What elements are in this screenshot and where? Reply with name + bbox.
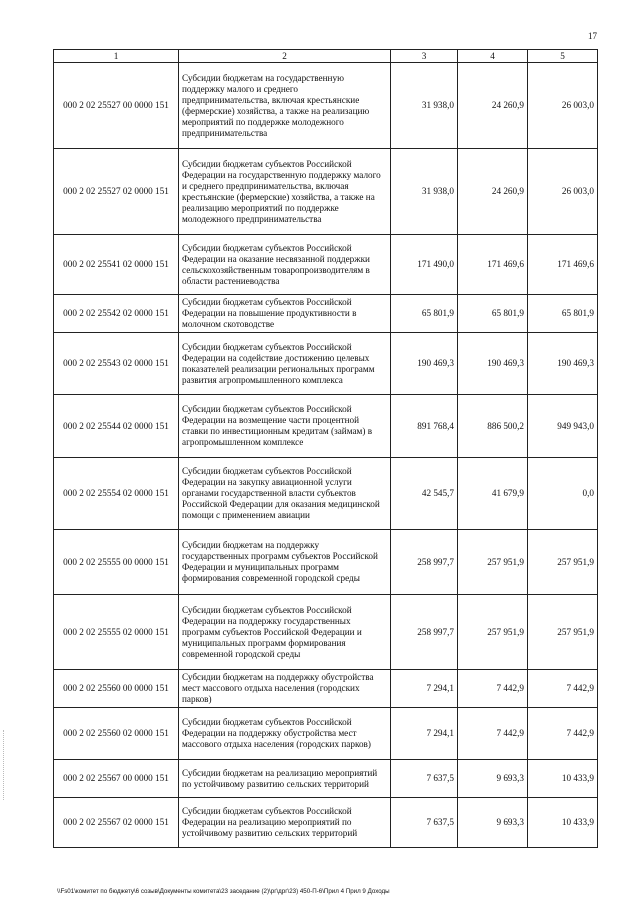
- cell-value: 257 951,9: [458, 530, 528, 595]
- column-header: 3: [391, 50, 458, 63]
- table-row: [54, 798, 598, 848]
- cell-name: Субсидии бюджетам субъектов Российской Федерации на повышение продуктивности в молочном скотоводстве: [179, 295, 391, 333]
- cell-value: 7 442,9: [458, 708, 528, 760]
- cell-code: 000 2 02 25544 02 0000 151: [54, 395, 179, 458]
- cell-name: Субсидии бюджетам субъектов Российской Федерации на оказание несвязанной поддержки сельскохозяйственным товаропроизводителям в области растениеводства: [179, 235, 391, 295]
- cell-name: Субсидии бюджетам на реализацию мероприятий по устойчивому развитию сельских территорий: [179, 760, 391, 798]
- cell-name: Субсидии бюджетам на поддержку обустройства мест массового отдыха населения (городских парков): [179, 670, 391, 708]
- cell-value: 9 693,3: [458, 760, 528, 798]
- cell-name: Субсидии бюджетам на государственную поддержку малого и среднего предпринимательства, включая крестьянские (фермерские) хозяйства, а также на реализацию мероприятий по поддержке молодежного предпринимательства: [179, 63, 391, 149]
- cell-value: 31 938,0: [391, 63, 458, 149]
- cell-name: Субсидии бюджетам субъектов Российской Федерации на закупку авиационной услуги органами государственной власти субъектов Российской Федерации для оказания медицинской помощи с применением авиации: [179, 458, 391, 530]
- cell-code: 000 2 02 25527 02 0000 151: [54, 149, 179, 235]
- cell-value: 7 442,9: [528, 670, 598, 708]
- footer-file-path: \\Fs01\комитет по бюджету\6 созыв\Документы комитета\23 заседание (2)\рг\дрг\23) 450-П-6\Прил 4 Прил 9 Доходы: [57, 888, 390, 895]
- table-row: [54, 333, 598, 395]
- cell-value: 7 637,5: [391, 798, 458, 848]
- cell-value: 7 637,5: [391, 760, 458, 798]
- cell-value: 171 469,6: [458, 235, 528, 295]
- table-header-row: [54, 50, 598, 63]
- cell-name: Субсидии бюджетам субъектов Российской Федерации на поддержку обустройства мест массового отдыха населения (городских парков): [179, 708, 391, 760]
- cell-value: 7 442,9: [528, 708, 598, 760]
- column-header: 2: [179, 50, 391, 63]
- cell-value: 31 938,0: [391, 149, 458, 235]
- cell-code: 000 2 02 25567 00 0000 151: [54, 760, 179, 798]
- table-row: [54, 149, 598, 235]
- cell-value: 7 294,1: [391, 708, 458, 760]
- cell-value: 171 469,6: [528, 235, 598, 295]
- cell-value: 190 469,3: [528, 333, 598, 395]
- cell-value: 7 294,1: [391, 670, 458, 708]
- table-row: [54, 670, 598, 708]
- table-row: [54, 458, 598, 530]
- cell-value: 891 768,4: [391, 395, 458, 458]
- cell-value: 7 442,9: [458, 670, 528, 708]
- page-number: 17: [588, 31, 597, 41]
- column-header: 5: [528, 50, 598, 63]
- cell-code: 000 2 02 25560 02 0000 151: [54, 708, 179, 760]
- cell-name: Субсидии бюджетам субъектов Российской Федерации на возмещение части процентной ставки по инвестиционным кредитам (займам) в агропромышленном комплексе: [179, 395, 391, 458]
- table-row: [54, 395, 598, 458]
- cell-value: 886 500,2: [458, 395, 528, 458]
- cell-value: 10 433,9: [528, 760, 598, 798]
- cell-value: 0,0: [528, 458, 598, 530]
- cell-code: 000 2 02 25543 02 0000 151: [54, 333, 179, 395]
- cell-value: 190 469,3: [391, 333, 458, 395]
- cell-code: 000 2 02 25567 02 0000 151: [54, 798, 179, 848]
- cell-value: 190 469,3: [458, 333, 528, 395]
- cell-value: 257 951,9: [528, 595, 598, 670]
- cell-code: 000 2 02 25554 02 0000 151: [54, 458, 179, 530]
- cell-value: 65 801,9: [528, 295, 598, 333]
- cell-value: 171 490,0: [391, 235, 458, 295]
- table-row: [54, 530, 598, 595]
- table-row: [54, 63, 598, 149]
- cell-value: 949 943,0: [528, 395, 598, 458]
- cell-value: 41 679,9: [458, 458, 528, 530]
- cell-value: 10 433,9: [528, 798, 598, 848]
- cell-code: 000 2 02 25541 02 0000 151: [54, 235, 179, 295]
- margin-dotted-line: [3, 730, 8, 800]
- cell-value: 26 003,0: [528, 149, 598, 235]
- cell-name: Субсидии бюджетам субъектов Российской Федерации на государственную поддержку малого и среднего предпринимательства, включая крестьянские (фермерские) хозяйства, а также на реализацию мероприятий по поддержке молодежного предпринимательства: [179, 149, 391, 235]
- cell-code: 000 2 02 25542 02 0000 151: [54, 295, 179, 333]
- cell-name: Субсидии бюджетам субъектов Российской Федерации на поддержку государственных программ субъектов Российской Федерации и муниципальных программ формирования современной городской среды: [179, 595, 391, 670]
- cell-value: 257 951,9: [528, 530, 598, 595]
- cell-value: 258 997,7: [391, 595, 458, 670]
- cell-value: 24 260,9: [458, 63, 528, 149]
- cell-code: 000 2 02 25527 00 0000 151: [54, 63, 179, 149]
- cell-value: 9 693,3: [458, 798, 528, 848]
- cell-value: 24 260,9: [458, 149, 528, 235]
- cell-code: 000 2 02 25560 00 0000 151: [54, 670, 179, 708]
- table-row: [54, 760, 598, 798]
- cell-value: 42 545,7: [391, 458, 458, 530]
- table-row: [54, 595, 598, 670]
- cell-name: Субсидии бюджетам субъектов Российской Федерации на содействие достижению целевых показателей реализации региональных программ развития агропромышленного комплекса: [179, 333, 391, 395]
- cell-value: 258 997,7: [391, 530, 458, 595]
- cell-name: Субсидии бюджетам субъектов Российской Федерации на реализацию мероприятий по устойчивому развитию сельских территорий: [179, 798, 391, 848]
- column-header: 4: [458, 50, 528, 63]
- table-row: [54, 295, 598, 333]
- cell-value: 65 801,9: [391, 295, 458, 333]
- cell-value: 26 003,0: [528, 63, 598, 149]
- table-row: [54, 708, 598, 760]
- cell-value: 65 801,9: [458, 295, 528, 333]
- cell-value: 257 951,9: [458, 595, 528, 670]
- cell-name: Субсидии бюджетам на поддержку государственных программ субъектов Российской Федерации и муниципальных программ формирования современной городской среды: [179, 530, 391, 595]
- column-header: 1: [54, 50, 179, 63]
- table-row: [54, 235, 598, 295]
- cell-code: 000 2 02 25555 02 0000 151: [54, 595, 179, 670]
- cell-code: 000 2 02 25555 00 0000 151: [54, 530, 179, 595]
- budget-table: [53, 49, 598, 848]
